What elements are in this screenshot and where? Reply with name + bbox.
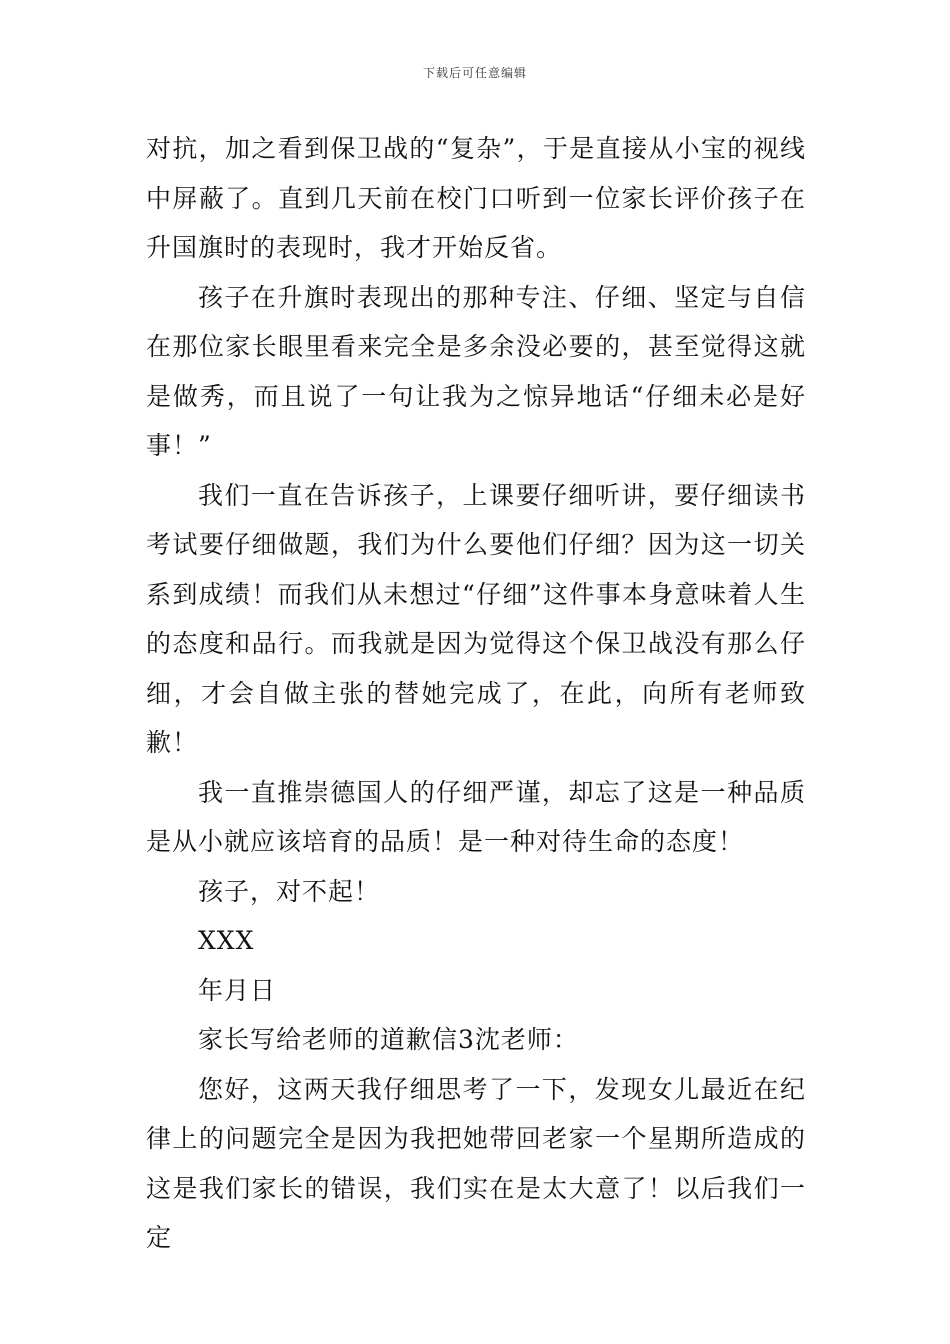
paragraph: 孩子在升旗时表现出的那种专注、仔细、坚定与自信在那位家长眼里看来完全是多余没必要的，甚至觉得这就是做秀，而且说了一句让我为之惊异地话“仔细未必是好事！” bbox=[146, 282, 806, 460]
paragraph: 我们一直在告诉孩子，上课要仔细听讲，要仔细读书考试要仔细做题，我们为什么要他们仔细？因为这一切关系到成绩！而我们从未想过“仔细”这件事本身意味着人生的态度和品行。而我就是因为觉得这个保卫战没有那么仔细，才会自做主张的替她完成了，在此，向所有老师致歉！ bbox=[146, 480, 806, 757]
paragraph: 对抗，加之看到保卫战的“复杂”，于是直接从小宝的视线中屏蔽了。直到几天前在校门口听到一位家长评价孩子在升国旗时的表现时，我才开始反省。 bbox=[146, 134, 806, 262]
closing-line: 孩子，对不起！ bbox=[198, 876, 381, 906]
date-line: 年月日 bbox=[198, 975, 277, 1005]
paragraph: 我一直推崇德国人的仔细严谨，却忘了这是一种品质是从小就应该培育的品质！是一种对待生命的态度！ bbox=[146, 777, 806, 856]
document-body bbox=[146, 124, 806, 1263]
page-header: 下载后可任意编辑 bbox=[422, 66, 527, 80]
paragraph: 您好，这两天我仔细思考了一下，发现女儿最近在纪律上的问题完全是因为我把她带回老家一个星期所造成的这是我们家长的错误，我们实在是太大意了！以后我们一定 bbox=[146, 1074, 806, 1252]
letter-heading: 家长写给老师的道歉信3沈老师： bbox=[198, 1025, 579, 1054]
signature: XXX bbox=[198, 926, 255, 955]
